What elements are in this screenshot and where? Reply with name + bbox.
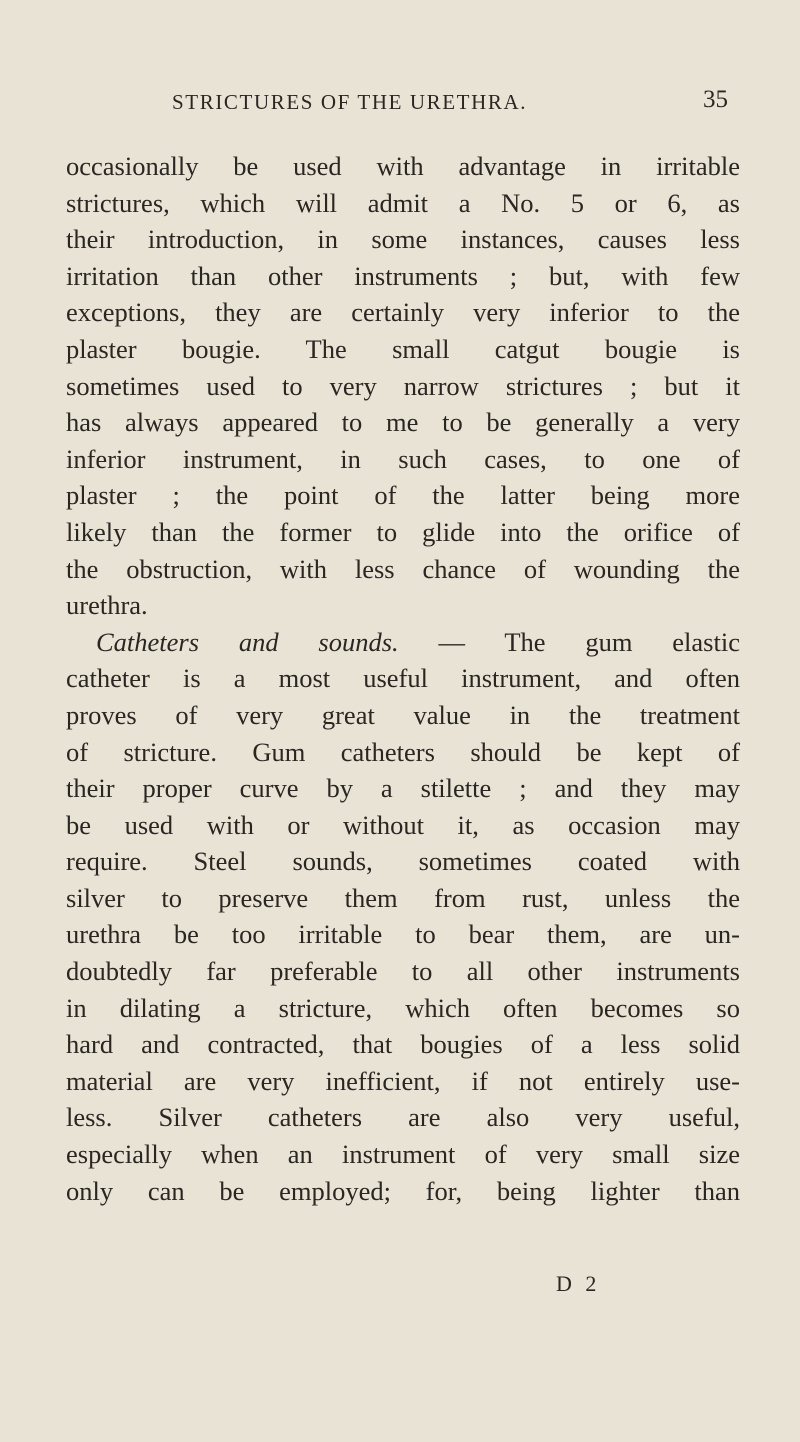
running-head: STRICTURES OF THE URETHRA. (172, 90, 528, 114)
text-line: occasionally be used with advantage in irritable (66, 151, 740, 181)
text-line: urethra. (66, 590, 148, 621)
section-heading: Catheters and sounds. (96, 626, 399, 657)
text-line: catheter is a most useful instrument, and often (66, 663, 740, 694)
text-line: urethra be too irritable to bear them, are un- (66, 919, 740, 950)
text-line: has always appeared to me to be generally a very (66, 407, 740, 438)
text-line: material are very inefficient, if not entirely use- (66, 1065, 740, 1096)
text-line: doubtedly far preferable to all other instruments (66, 956, 740, 987)
text-line: only can be employed; for, being lighter than (66, 1175, 740, 1206)
text-line: hard and contracted, that bougies of a less solid (66, 1029, 740, 1060)
text-line: the obstruction, with less chance of wounding the (66, 553, 740, 584)
page-header (172, 86, 728, 120)
text-line: exceptions, they are certainly very inferior to the (66, 297, 740, 328)
page-number: 35 (703, 86, 728, 113)
text-line: their introduction, in some instances, causes less (66, 224, 740, 255)
text-line: in dilating a stricture, which often becomes so (66, 992, 740, 1023)
text-line: of stricture. Gum catheters should be kept of (66, 736, 740, 767)
text-line: plaster ; the point of the latter being more (66, 480, 740, 511)
text-line: plaster bougie. The small catgut bougie is (66, 333, 740, 364)
text-line: likely than the former to glide into the orifice of (66, 516, 740, 547)
text-line: proves of very great value in the treatment (66, 699, 740, 730)
body-text (66, 148, 740, 1209)
text-line: inferior instrument, in such cases, to one of (66, 443, 740, 474)
text-run: — The gum elastic (398, 626, 740, 657)
text-line: irritation than other instruments ; but, with few (66, 260, 740, 291)
paragraph-opening-line (66, 624, 740, 661)
text-line: sometimes used to very narrow strictures ; but it (66, 370, 740, 401)
text-line: strictures, which will admit a No. 5 or 6, as (66, 187, 740, 218)
text-line: especially when an instrument of very small size (66, 1139, 740, 1170)
text-line: require. Steel sounds, sometimes coated with (66, 846, 740, 877)
text-line: silver to preserve them from rust, unless the (66, 882, 740, 913)
text-line: less. Silver catheters are also very useful, (66, 1102, 740, 1133)
text-line: be used with or without it, as occasion may (66, 809, 740, 840)
text-line: their proper curve by a stilette ; and they may (66, 773, 740, 804)
signature-mark: D 2 (556, 1271, 601, 1296)
